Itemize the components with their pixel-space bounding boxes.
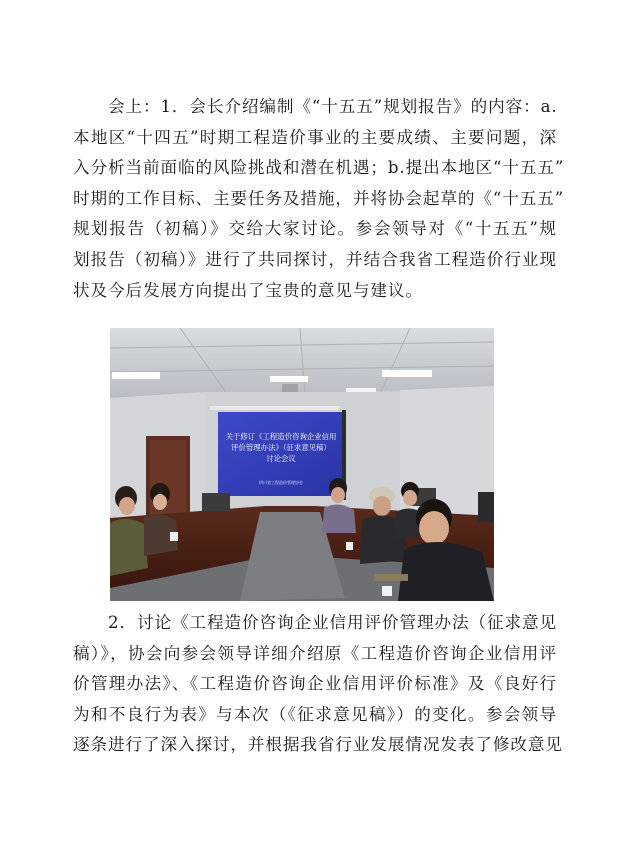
text-line: 入分析当前面临的风险挑战和潜在机遇；b.提出本地区“十五五” (73, 158, 565, 178)
ceiling-light (270, 376, 308, 382)
screen-title-line: 讨论会议 (266, 454, 296, 463)
screen-footer: 四川省工程造价管理协会 (259, 480, 303, 485)
text-line: 规划报告（初稿）》交给大家讨论。参会领导对《“十五五”规 (73, 219, 557, 239)
ceiling-light (346, 388, 376, 392)
text-line: 2．讨论《工程造价咨询企业信用评价管理办法（征求意见 (73, 613, 557, 632)
meeting-photo (110, 328, 494, 601)
text-line: 稿）》，协会向参会领导详细介绍原《工程造价咨询企业信用评 (73, 643, 557, 663)
text-line: 时期的工作目标、主要任务及措施，并将协会起草的《“十五五” (73, 188, 565, 208)
text-line: 逐条进行了深入探讨，并根据我省行业发展情况发表了修改意见 (73, 735, 563, 755)
paragraph-meeting-agenda (73, 92, 565, 306)
paragraph-credit-evaluation-discussion (73, 608, 563, 761)
ceiling-light (382, 370, 432, 377)
text-line: 价管理办法》、《工程造价咨询企业信用评价标准》及《良好行 (73, 674, 557, 694)
screen-title-line: 关于修订《工程造价咨询企业信用 (225, 432, 337, 441)
text-line: 为和不良行为表》与本次（《征求意见稿》）的变化。参会领导 (73, 704, 557, 724)
text-line: 本地区“十四五”时期工程造价事业的主要成绩、主要问题，深 (73, 127, 557, 147)
ceiling-light (112, 372, 160, 379)
text-line: 会上：1．会长介绍编制《“十五五”规划报告》的内容：a. (73, 97, 558, 116)
text-line: 状及今后发展方向提出了宝贵的意见与建议。 (73, 280, 423, 300)
screen-title-line: 评价管理办法》（征求意见稿） (231, 443, 331, 452)
text-line: 划报告（初稿）》进行了共同探讨，并结合我省工程造价行业现 (73, 249, 557, 269)
